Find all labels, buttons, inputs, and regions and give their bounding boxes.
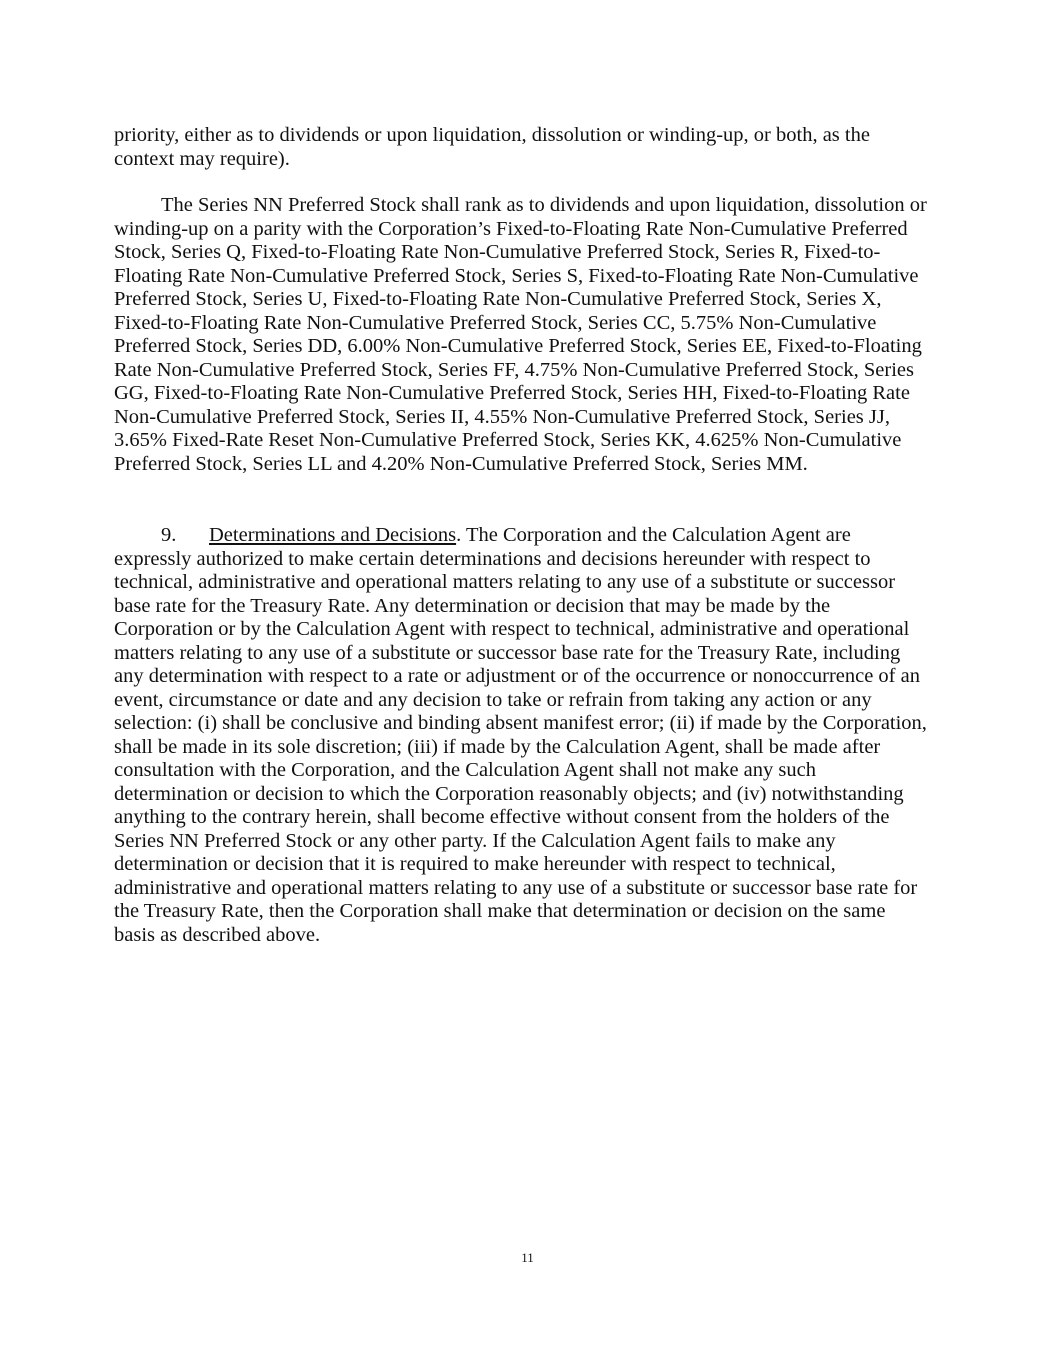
continuation-paragraph: priority, either as to dividends or upon liquidation, dissolution or winding-up, or both, as the context may require). bbox=[114, 124, 870, 170]
section-body: . The Corporation and the Calculation Agent are expressly authorized to make certain determinations and decisions hereunder with respect to technical, administrative and operational matters relating to any use of a substitute or successor base rate for the Treasury Rate. Any determination or decision that may be made by the Corporation or by the Calculation Agent with respect to technical, administrative and operational matters relating to any use of a substitute or successor base rate for the Treasury Rate, including any determination with respect to a rate or adjustment or of the occurrence or nonoccurrence of an event, circumstance or date and any decision to take or refrain from taking any action or any selection: (i) shall be conclusive and binding absent manifest error; (ii) if made by the Corporation, shall be made in its sole discretion; (iii) if made by the Calculation Agent, shall be made after consultation with the Corporation, and the Calculation Agent shall not make any such determination or decision to which the Corporation reasonably objects; and (iv) notwithstanding anything to the contrary herein, shall become effective without consent from the holders of the Series NN Preferred Stock or any other party. If the Calculation Agent fails to make any determination or decision that it is required to make hereunder with respect to technical, administrative and operational matters relating to any use of a substitute or successor base rate for the Treasury Rate, then the Corporation shall make that determination or decision on the same basis as described above. bbox=[114, 524, 927, 946]
section-9-paragraph bbox=[114, 524, 930, 947]
section-title: Determinations and Decisions bbox=[209, 524, 457, 546]
section-number: 9. bbox=[161, 524, 177, 546]
ranking-paragraph: The Series NN Preferred Stock shall rank as to dividends and upon liquidation, dissolution or winding-up on a parity with the Corporation’s Fixed-to-Floating Rate Non-Cumulative Preferred Stock, Series Q, Fixed-to-Floating Rate Non-Cumulative Preferred Stock, Series R, Fixed-to-Floating Rate Non-Cumulative Preferred Stock, Series S, Fixed-to-Floating Rate Non-Cumulative Preferred Stock, Series U, Fixed-to-Floating Rate Non-Cumulative Preferred Stock, Series X, Fixed-to-Floating Rate Non-Cumulative Preferred Stock, Series CC, 5.75% Non-Cumulative Preferred Stock, Series DD, 6.00% Non-Cumulative Preferred Stock, Series EE, Fixed-to-Floating Rate Non-Cumulative Preferred Stock, Series FF, 4.75% Non-Cumulative Preferred Stock, Series GG, Fixed-to-Floating Rate Non-Cumulative Preferred Stock, Series HH, Fixed-to-Floating Rate Non-Cumulative Preferred Stock, Series II, 4.55% Non-Cumulative Preferred Stock, Series JJ, 3.65% Fixed-Rate Reset Non-Cumulative Preferred Stock, Series KK, 4.625% Non-Cumulative Preferred Stock, Series LL and 4.20% Non-Cumulative Preferred Stock, Series MM. bbox=[114, 194, 927, 475]
page-number: 11 bbox=[521, 1250, 534, 1265]
